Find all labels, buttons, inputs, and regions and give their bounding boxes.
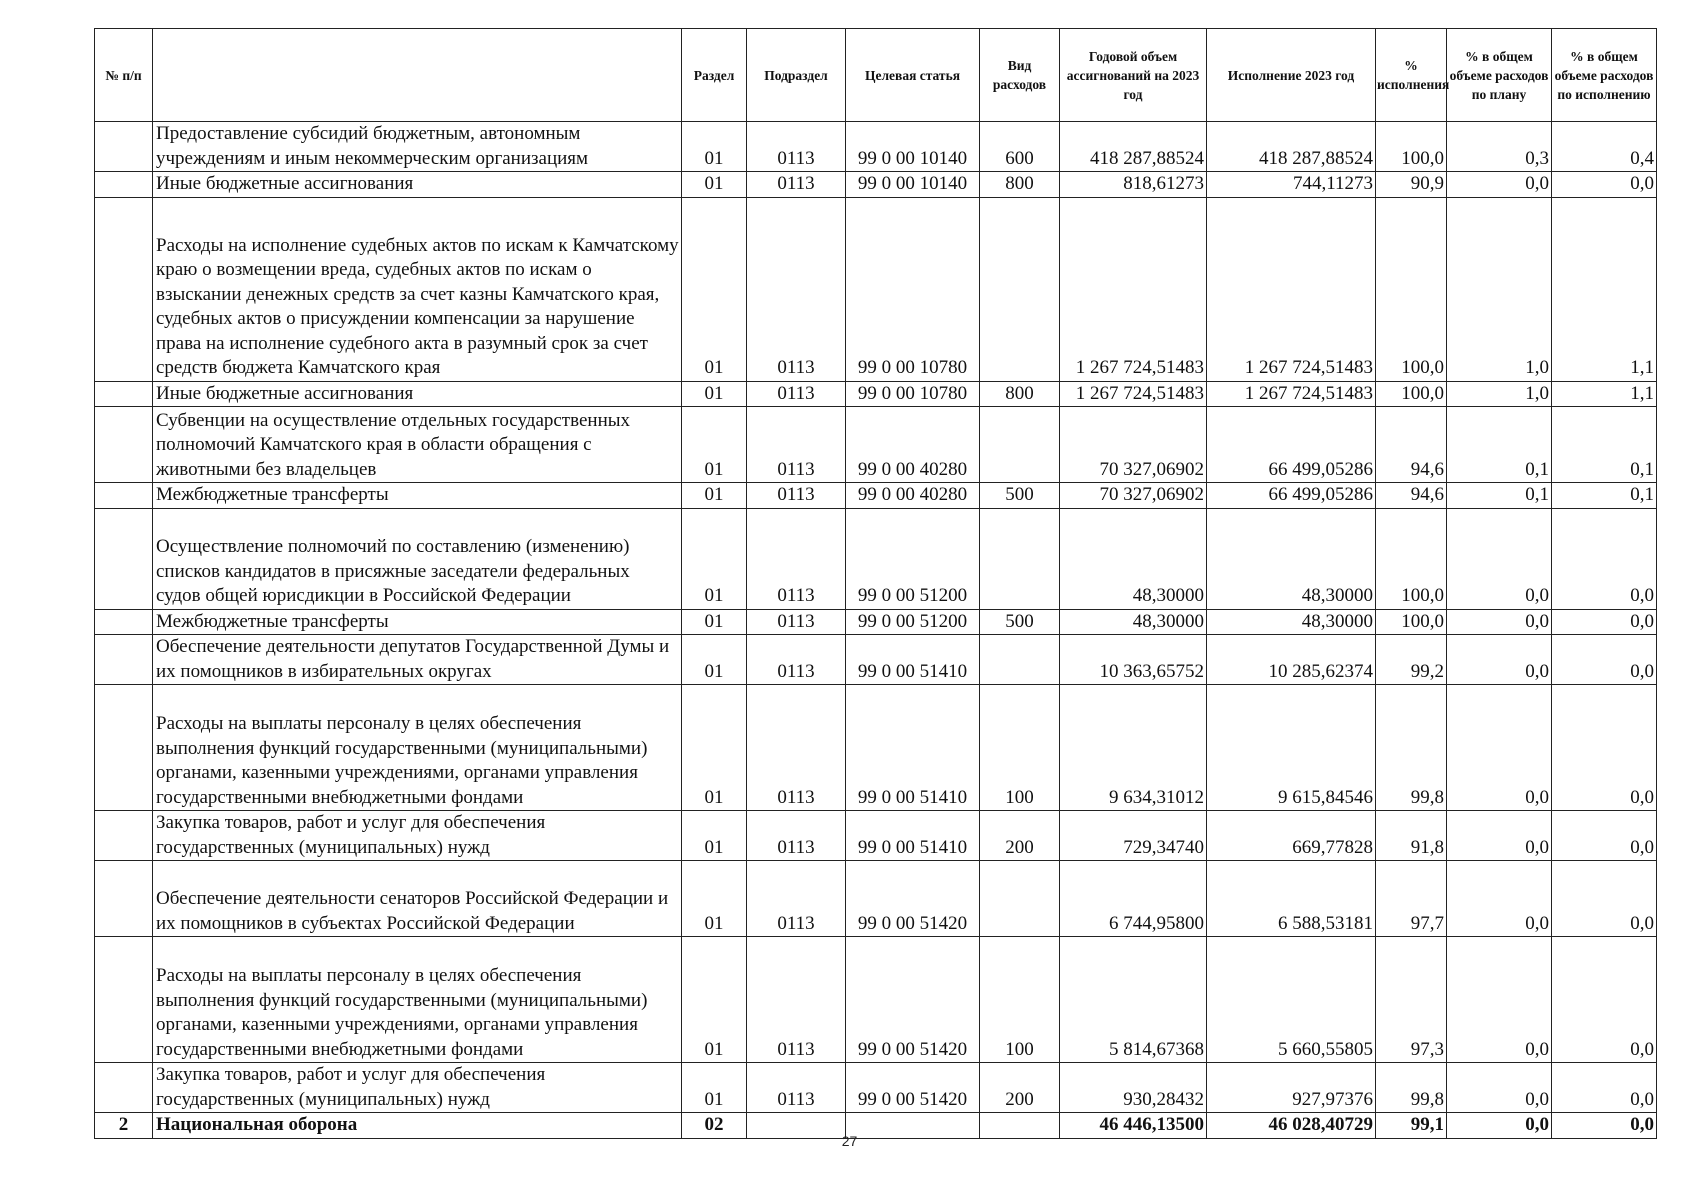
row-podrazdel-cell: 0113 [747, 635, 846, 685]
row-vid-cell: 800 [980, 381, 1060, 407]
header-razdel: Раздел [682, 29, 747, 122]
row-vid-cell [980, 508, 1060, 609]
row-target-cell: 99 0 00 40280 [846, 407, 980, 483]
table-row [95, 122, 1657, 172]
row-razdel-cell: 01 [682, 811, 747, 861]
header-share-exec: % в общем объеме расходов по исполнению [1552, 29, 1657, 122]
header-name [153, 29, 682, 122]
row-share-exec-cell: 0,0 [1552, 1113, 1657, 1139]
row-podrazdel-cell: 0113 [747, 381, 846, 407]
row-vid-cell: 100 [980, 937, 1060, 1063]
row-exec-cell: 669,77828 [1207, 811, 1376, 861]
header-share-plan: % в общем объеме расходов по плану [1447, 29, 1552, 122]
table-row [95, 172, 1657, 198]
row-razdel-cell: 01 [682, 381, 747, 407]
row-pct-cell: 94,6 [1376, 407, 1447, 483]
row-razdel-cell: 02 [682, 1113, 747, 1139]
row-razdel-cell: 01 [682, 407, 747, 483]
row-share-exec-cell: 0,0 [1552, 685, 1657, 811]
row-share-plan-cell: 1,0 [1447, 381, 1552, 407]
header-vid: Вид расходов [980, 29, 1060, 122]
row-share-plan-cell: 0,0 [1447, 937, 1552, 1063]
row-annual-cell: 1 267 724,51483 [1060, 381, 1207, 407]
row-share-plan-cell: 0,0 [1447, 609, 1552, 635]
row-num-cell [95, 483, 153, 509]
row-share-plan-cell: 0,0 [1447, 685, 1552, 811]
row-share-plan-cell: 0,0 [1447, 508, 1552, 609]
row-share-exec-cell: 0,0 [1552, 861, 1657, 937]
row-vid-cell: 200 [980, 1063, 1060, 1113]
row-share-plan-cell: 1,0 [1447, 197, 1552, 381]
row-share-plan-cell: 0,0 [1447, 635, 1552, 685]
row-share-exec-cell: 0,0 [1552, 811, 1657, 861]
row-annual-cell: 10 363,65752 [1060, 635, 1207, 685]
header-row [95, 29, 1657, 122]
row-podrazdel-cell: 0113 [747, 197, 846, 381]
row-pct-cell: 100,0 [1376, 609, 1447, 635]
row-target-cell: 99 0 00 10140 [846, 122, 980, 172]
row-vid-cell: 500 [980, 483, 1060, 509]
row-target-cell: 99 0 00 51420 [846, 1063, 980, 1113]
row-name-cell: Межбюджетные трансферты [153, 609, 682, 635]
table-row [95, 635, 1657, 685]
row-name-cell: Расходы на выплаты персоналу в целях обеспечения выполнения функций государственными (муниципальными) органами, казенными учреждениями, органами управления государственными внебюджетными фондами [153, 685, 682, 811]
row-target-cell: 99 0 00 51200 [846, 508, 980, 609]
row-exec-cell: 46 028,40729 [1207, 1113, 1376, 1139]
row-podrazdel-cell: 0113 [747, 122, 846, 172]
row-name-cell: Закупка товаров, работ и услуг для обеспечения государственных (муниципальных) нужд [153, 811, 682, 861]
row-num-cell [95, 197, 153, 381]
row-annual-cell: 418 287,88524 [1060, 122, 1207, 172]
row-podrazdel-cell: 0113 [747, 811, 846, 861]
row-num-cell [95, 811, 153, 861]
row-podrazdel-cell: 0113 [747, 407, 846, 483]
table-row [95, 381, 1657, 407]
row-podrazdel-cell: 0113 [747, 1063, 846, 1113]
row-vid-cell: 100 [980, 685, 1060, 811]
row-target-cell: 99 0 00 51410 [846, 685, 980, 811]
row-pct-cell: 100,0 [1376, 381, 1447, 407]
row-pct-cell: 94,6 [1376, 483, 1447, 509]
row-annual-cell: 729,34740 [1060, 811, 1207, 861]
page-number: 27 [841, 1133, 858, 1149]
row-name-cell: Иные бюджетные ассигнования [153, 172, 682, 198]
table-body [95, 122, 1657, 1139]
table-row [95, 811, 1657, 861]
row-name-cell: Субвенции на осуществление отдельных государственных полномочий Камчатского края в области обращения с животными без владельцев [153, 407, 682, 483]
row-pct-cell: 99,8 [1376, 685, 1447, 811]
row-razdel-cell: 01 [682, 937, 747, 1063]
row-exec-cell: 744,11273 [1207, 172, 1376, 198]
row-annual-cell: 48,30000 [1060, 609, 1207, 635]
row-target-cell: 99 0 00 51200 [846, 609, 980, 635]
row-num-cell: 2 [95, 1113, 153, 1139]
row-razdel-cell: 01 [682, 609, 747, 635]
row-num-cell [95, 381, 153, 407]
table-row [95, 609, 1657, 635]
row-podrazdel-cell: 0113 [747, 861, 846, 937]
row-annual-cell: 930,28432 [1060, 1063, 1207, 1113]
table-row [95, 483, 1657, 509]
row-razdel-cell: 01 [682, 861, 747, 937]
row-name-cell: Национальная оборона [153, 1113, 682, 1139]
row-name-cell: Предоставление субсидий бюджетным, автономным учреждениям и иным некоммерческим организациям [153, 122, 682, 172]
row-pct-cell: 100,0 [1376, 122, 1447, 172]
row-vid-cell [980, 197, 1060, 381]
table-row [95, 407, 1657, 483]
row-share-plan-cell: 0,0 [1447, 1113, 1552, 1139]
table-row [95, 937, 1657, 1063]
row-share-exec-cell: 0,0 [1552, 635, 1657, 685]
row-annual-cell: 70 327,06902 [1060, 483, 1207, 509]
row-share-exec-cell: 0,0 [1552, 937, 1657, 1063]
row-num-cell [95, 635, 153, 685]
row-share-exec-cell: 0,0 [1552, 172, 1657, 198]
row-name-cell: Расходы на выплаты персоналу в целях обеспечения выполнения функций государственными (муниципальными) органами, казенными учреждениями, органами управления государственными внебюджетными фондами [153, 937, 682, 1063]
row-annual-cell: 46 446,13500 [1060, 1113, 1207, 1139]
header-target: Целевая статья [846, 29, 980, 122]
row-share-exec-cell: 0,1 [1552, 483, 1657, 509]
row-target-cell: 99 0 00 10780 [846, 197, 980, 381]
row-num-cell [95, 508, 153, 609]
budget-execution-table [94, 28, 1657, 1139]
row-exec-cell: 418 287,88524 [1207, 122, 1376, 172]
table-row [95, 861, 1657, 937]
row-pct-cell: 90,9 [1376, 172, 1447, 198]
row-podrazdel-cell: 0113 [747, 685, 846, 811]
row-annual-cell: 9 634,31012 [1060, 685, 1207, 811]
row-podrazdel-cell: 0113 [747, 609, 846, 635]
row-target-cell: 99 0 00 10140 [846, 172, 980, 198]
table-row [95, 197, 1657, 381]
row-podrazdel-cell: 0113 [747, 172, 846, 198]
header-annual: Годовой объем ассигнований на 2023 год [1060, 29, 1207, 122]
row-name-cell: Иные бюджетные ассигнования [153, 381, 682, 407]
row-razdel-cell: 01 [682, 172, 747, 198]
row-razdel-cell: 01 [682, 685, 747, 811]
row-num-cell [95, 609, 153, 635]
row-razdel-cell: 01 [682, 508, 747, 609]
row-exec-cell: 66 499,05286 [1207, 483, 1376, 509]
header-podrazdel: Подраздел [747, 29, 846, 122]
row-num-cell [95, 861, 153, 937]
row-pct-cell: 91,8 [1376, 811, 1447, 861]
row-annual-cell: 70 327,06902 [1060, 407, 1207, 483]
row-exec-cell: 66 499,05286 [1207, 407, 1376, 483]
row-share-exec-cell: 0,4 [1552, 122, 1657, 172]
header-exec: Исполнение 2023 год [1207, 29, 1376, 122]
row-podrazdel-cell: 0113 [747, 508, 846, 609]
row-num-cell [95, 937, 153, 1063]
row-name-cell: Закупка товаров, работ и услуг для обеспечения государственных (муниципальных) нужд [153, 1063, 682, 1113]
row-pct-cell: 97,3 [1376, 937, 1447, 1063]
header-num: № п/п [95, 29, 153, 122]
row-annual-cell: 818,61273 [1060, 172, 1207, 198]
row-share-exec-cell: 1,1 [1552, 197, 1657, 381]
row-share-plan-cell: 0,1 [1447, 483, 1552, 509]
row-num-cell [95, 685, 153, 811]
row-annual-cell: 5 814,67368 [1060, 937, 1207, 1063]
row-share-exec-cell: 0,1 [1552, 407, 1657, 483]
row-razdel-cell: 01 [682, 635, 747, 685]
row-share-plan-cell: 0,0 [1447, 811, 1552, 861]
row-razdel-cell: 01 [682, 1063, 747, 1113]
row-pct-cell: 99,8 [1376, 1063, 1447, 1113]
row-exec-cell: 927,97376 [1207, 1063, 1376, 1113]
row-razdel-cell: 01 [682, 483, 747, 509]
row-annual-cell: 1 267 724,51483 [1060, 197, 1207, 381]
row-name-cell: Межбюджетные трансферты [153, 483, 682, 509]
row-exec-cell: 48,30000 [1207, 508, 1376, 609]
row-share-plan-cell: 0,3 [1447, 122, 1552, 172]
row-exec-cell: 1 267 724,51483 [1207, 381, 1376, 407]
row-target-cell: 99 0 00 40280 [846, 483, 980, 509]
row-share-exec-cell: 0,0 [1552, 609, 1657, 635]
row-vid-cell [980, 407, 1060, 483]
row-target-cell: 99 0 00 51420 [846, 937, 980, 1063]
row-target-cell: 99 0 00 51410 [846, 635, 980, 685]
row-target-cell: 99 0 00 51420 [846, 861, 980, 937]
row-share-plan-cell: 0,0 [1447, 1063, 1552, 1113]
row-annual-cell: 48,30000 [1060, 508, 1207, 609]
row-num-cell [95, 122, 153, 172]
row-podrazdel-cell: 0113 [747, 483, 846, 509]
row-target-cell: 99 0 00 10780 [846, 381, 980, 407]
row-num-cell [95, 172, 153, 198]
row-razdel-cell: 01 [682, 122, 747, 172]
row-exec-cell: 6 588,53181 [1207, 861, 1376, 937]
row-target-cell: 99 0 00 51410 [846, 811, 980, 861]
row-pct-cell: 100,0 [1376, 197, 1447, 381]
row-pct-cell: 100,0 [1376, 508, 1447, 609]
row-num-cell [95, 407, 153, 483]
row-name-cell: Осуществление полномочий по составлению (изменению) списков кандидатов в присяжные заседатели федеральных судов общей юрисдикции в Российской Федерации [153, 508, 682, 609]
row-annual-cell: 6 744,95800 [1060, 861, 1207, 937]
row-exec-cell: 5 660,55805 [1207, 937, 1376, 1063]
row-podrazdel-cell: 0113 [747, 937, 846, 1063]
row-vid-cell: 200 [980, 811, 1060, 861]
row-pct-cell: 97,7 [1376, 861, 1447, 937]
row-exec-cell: 9 615,84546 [1207, 685, 1376, 811]
row-vid-cell: 800 [980, 172, 1060, 198]
row-share-exec-cell: 1,1 [1552, 381, 1657, 407]
row-share-plan-cell: 0,1 [1447, 407, 1552, 483]
row-share-exec-cell: 0,0 [1552, 508, 1657, 609]
row-pct-cell: 99,1 [1376, 1113, 1447, 1139]
row-exec-cell: 48,30000 [1207, 609, 1376, 635]
row-vid-cell: 600 [980, 122, 1060, 172]
table-row [95, 685, 1657, 811]
row-razdel-cell: 01 [682, 197, 747, 381]
row-exec-cell: 1 267 724,51483 [1207, 197, 1376, 381]
row-name-cell: Обеспечение деятельности депутатов Государственной Думы и их помощников в избирательных округах [153, 635, 682, 685]
row-share-plan-cell: 0,0 [1447, 172, 1552, 198]
row-vid-cell [980, 635, 1060, 685]
table-row [95, 1063, 1657, 1113]
row-exec-cell: 10 285,62374 [1207, 635, 1376, 685]
row-vid-cell: 500 [980, 609, 1060, 635]
row-pct-cell: 99,2 [1376, 635, 1447, 685]
table-row [95, 508, 1657, 609]
row-name-cell: Расходы на исполнение судебных актов по искам к Камчатскому краю о возмещении вреда, судебных актов по искам о взыскании денежных средств за счет казны Камчатского края, судебных актов о присуждении компенсации за нарушение права на исполнение судебного акта в разумный срок за счет средств бюджета Камчатского края [153, 197, 682, 381]
row-share-plan-cell: 0,0 [1447, 861, 1552, 937]
row-name-cell: Обеспечение деятельности сенаторов Российской Федерации и их помощников в субъектах Российской Федерации [153, 861, 682, 937]
row-vid-cell [980, 861, 1060, 937]
header-pct: % исполнения [1376, 29, 1447, 122]
row-share-exec-cell: 0,0 [1552, 1063, 1657, 1113]
row-num-cell [95, 1063, 153, 1113]
